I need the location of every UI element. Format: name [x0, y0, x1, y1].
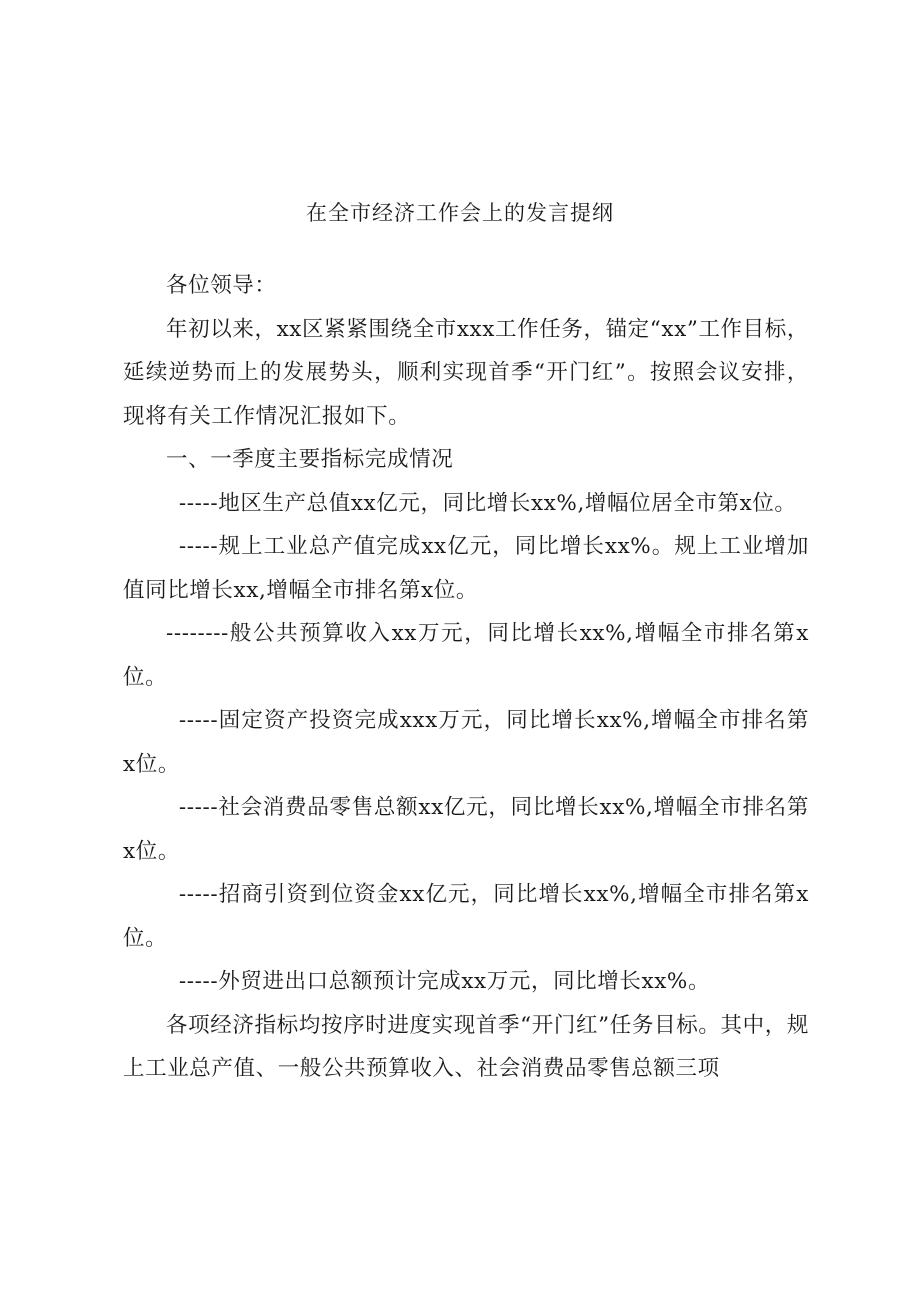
salutation: 各位领导： [166, 273, 277, 298]
document-title: 在全市经济工作会上的发言提纲 [306, 201, 614, 225]
indicator-item: -----社会消费品零售总额xx亿元，同比增长xx%,增幅全市排名第x位。 [123, 795, 809, 864]
indicator-item: -----招商引资到位资金xx亿元，同比增长xx%,增幅全市排名第x位。 [123, 882, 809, 951]
indicator-item: -----外贸进出口总额预计完成xx万元，同比增长xx%。 [178, 969, 711, 994]
document-body [123, 264, 809, 1091]
indicator-item: -----规上工业总产值完成xx亿元，同比增长xx%。规上工业增加值同比增长xx,增幅全市排名第x位。 [123, 534, 809, 603]
indicator-item: -----地区生产总值xx亿元，同比增长xx%,增幅位居全市第x位。 [178, 490, 797, 516]
summary-paragraph: 各项经济指标均按序时进度实现首季“开门红”任务目标。其中，规上工业总产值、一般公共预算收入、社会消费品零售总额三项 [123, 1012, 809, 1081]
intro-paragraph: 年初以来，xx区紧紧围绕全市xxx工作任务，锚定“xx”工作目标，延续逆势而上的发展势头，顺利实现首季“开门红”。按照会议安排，现将有关工作情况汇报如下。 [123, 316, 809, 429]
indicator-item: -----固定资产投资完成xxx万元，同比增长xx%,增幅全市排名第x位。 [123, 708, 809, 777]
section-heading: 一、一季度主要指标完成情况 [166, 447, 454, 472]
indicator-item: --------般公共预算收入xx万元，同比增长xx%,增幅全市排名第x位。 [123, 621, 809, 690]
